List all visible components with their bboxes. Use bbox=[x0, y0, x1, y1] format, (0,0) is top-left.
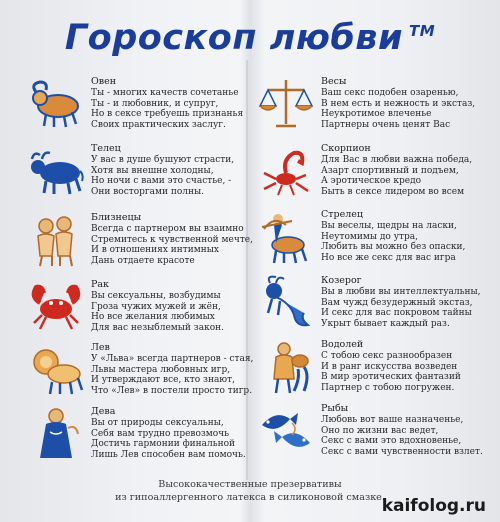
sign-name: Скорпион bbox=[321, 143, 371, 154]
page-title bbox=[0, 18, 500, 58]
sign-sagittarius bbox=[258, 209, 498, 284]
verse-line: Ты - и любовник, и супруг, bbox=[91, 98, 219, 109]
verse-line: Быть в сексе лидером во всем bbox=[321, 186, 465, 197]
twins-icon bbox=[28, 212, 84, 268]
sign-scorpio bbox=[258, 143, 498, 218]
verse-line: И утверждают все, кто знают, bbox=[91, 375, 235, 386]
fishes-icon bbox=[258, 403, 314, 459]
verse-line: А эротическое кредо bbox=[321, 176, 422, 187]
sign-virgo bbox=[28, 406, 268, 481]
crab-icon bbox=[28, 279, 84, 335]
verse-line: Любовь вот ваше назначенье, bbox=[321, 415, 464, 425]
scorpion-icon bbox=[258, 143, 314, 199]
verse-line: Неутомимы до утра, bbox=[321, 231, 418, 242]
verse-line: Неукротимое влеченье bbox=[321, 109, 432, 120]
verse-line: Всегда с партнером вы взаимно bbox=[91, 224, 244, 234]
verse-line: Для Вас в любви важна победа, bbox=[321, 155, 473, 165]
title-text: Гороскоп любви bbox=[64, 18, 403, 58]
sign-name: Овен bbox=[91, 76, 117, 87]
verse-line: Укрыт бывает каждый раз. bbox=[321, 318, 450, 329]
trademark: TM bbox=[408, 22, 436, 40]
verse-line: Партнеры очень ценят Вас bbox=[321, 119, 451, 130]
sign-libra bbox=[258, 76, 498, 151]
sign-taurus bbox=[28, 143, 268, 218]
sign-name: Рак bbox=[91, 279, 109, 290]
verse-line: Они восторгами полны. bbox=[91, 186, 205, 197]
verse-line: Любить вы можно без опаски, bbox=[321, 242, 466, 253]
verse-line: И секс для вас покровом тайны bbox=[321, 308, 472, 319]
verse-line: Для вас незыблемый закон. bbox=[91, 322, 224, 333]
sign-name: Весы bbox=[321, 76, 347, 87]
verse-line: Ваш секс подобен озаренью, bbox=[321, 88, 459, 98]
centaur-icon bbox=[258, 209, 314, 265]
verse-line: Что «Лев» в постели просто тигр. bbox=[91, 385, 253, 396]
verse-line: Но все же секс для вас игра bbox=[321, 252, 456, 263]
bull-icon bbox=[28, 143, 84, 199]
verse-line: В нем есть и нежность и экстаз, bbox=[321, 98, 476, 109]
verse-line: И в отношениях интимных bbox=[91, 245, 219, 256]
verse-line: Себя вам трудно превозмочь bbox=[91, 428, 230, 439]
sign-name: Телец bbox=[91, 143, 121, 154]
verse-line: И в ранг искусства возведен bbox=[321, 361, 458, 372]
verse-line: Хотя вы внешне холодны, bbox=[91, 165, 214, 176]
verse-line: Азарт спортивный и подъем, bbox=[321, 165, 459, 176]
sign-name: Водолей bbox=[321, 339, 364, 350]
verse-line: Оно по жизни вас ведет, bbox=[321, 425, 439, 436]
sign-name: Дева bbox=[91, 406, 116, 417]
scales-icon bbox=[258, 76, 314, 132]
verse-line: Вы сексуальны, возбудимы bbox=[91, 291, 221, 301]
verse-line: Вам чужд безудержный экстаз, bbox=[321, 297, 473, 308]
verse-line: Секс с вами это вдохновенье, bbox=[321, 436, 462, 447]
water-bearer-icon bbox=[258, 339, 314, 395]
verse-line: Секс с вами чувственности взлет. bbox=[321, 446, 483, 457]
verse-line: Вы в любви вы интеллектуальны, bbox=[321, 287, 481, 297]
verse-line: У вас в душе бушуют страсти, bbox=[91, 155, 235, 165]
verse-line: В мир эротических фантазий bbox=[321, 372, 461, 383]
sign-pisces bbox=[258, 403, 498, 478]
verse-line: Вы веселы, щедры на ласки, bbox=[321, 221, 457, 231]
verse-line: Своих практических заслуг. bbox=[91, 119, 226, 130]
verse-line: Львы мастера любовных игр, bbox=[91, 364, 231, 375]
verse-line: Но в сексе требуешь признанья bbox=[91, 109, 244, 120]
footer-line: Высококачественные презервативы bbox=[158, 479, 342, 490]
verse-line: Ты - многих качеств сочетанье bbox=[91, 88, 239, 98]
watermark: kaifolog.ru bbox=[381, 496, 486, 516]
verse-line: Но ночи с вами это счастье, - bbox=[91, 176, 232, 187]
verse-line: Достичь гармонии финальной bbox=[91, 439, 236, 450]
sign-name: Стрелец bbox=[321, 209, 363, 220]
verse-line: Лишь Лев способен вам помочь. bbox=[91, 449, 246, 460]
verse-line: Вы от природы сексуальны, bbox=[91, 418, 224, 428]
sign-name: Рыбы bbox=[321, 403, 349, 414]
virgin-icon bbox=[28, 406, 84, 462]
verse-line: С тобою секс разнообразен bbox=[321, 351, 453, 361]
sign-name: Лев bbox=[91, 342, 110, 353]
verse-line: Гроза чужих мужей и жён, bbox=[91, 301, 221, 312]
verse-line: Партнер с тобою погружен. bbox=[321, 382, 455, 393]
sea-goat-icon bbox=[258, 275, 314, 331]
verse-line: У «Льва» всегда партнеров - стая, bbox=[91, 354, 254, 364]
lion-icon bbox=[28, 342, 84, 398]
sign-name: Близнецы bbox=[91, 212, 142, 223]
sign-name: Козерог bbox=[321, 275, 362, 286]
verse-line: Дань отдаете красоте bbox=[91, 255, 195, 266]
footer-line: из гипоаллергенного латекса в силиконовой смазке. bbox=[115, 492, 385, 503]
verse-line: Стремитесь к чувственной мечте, bbox=[91, 234, 253, 245]
sign-gemini bbox=[28, 212, 268, 287]
verse-line: Но все желания любимых bbox=[91, 312, 215, 323]
sign-aries bbox=[28, 76, 268, 151]
ram-icon bbox=[28, 76, 84, 132]
